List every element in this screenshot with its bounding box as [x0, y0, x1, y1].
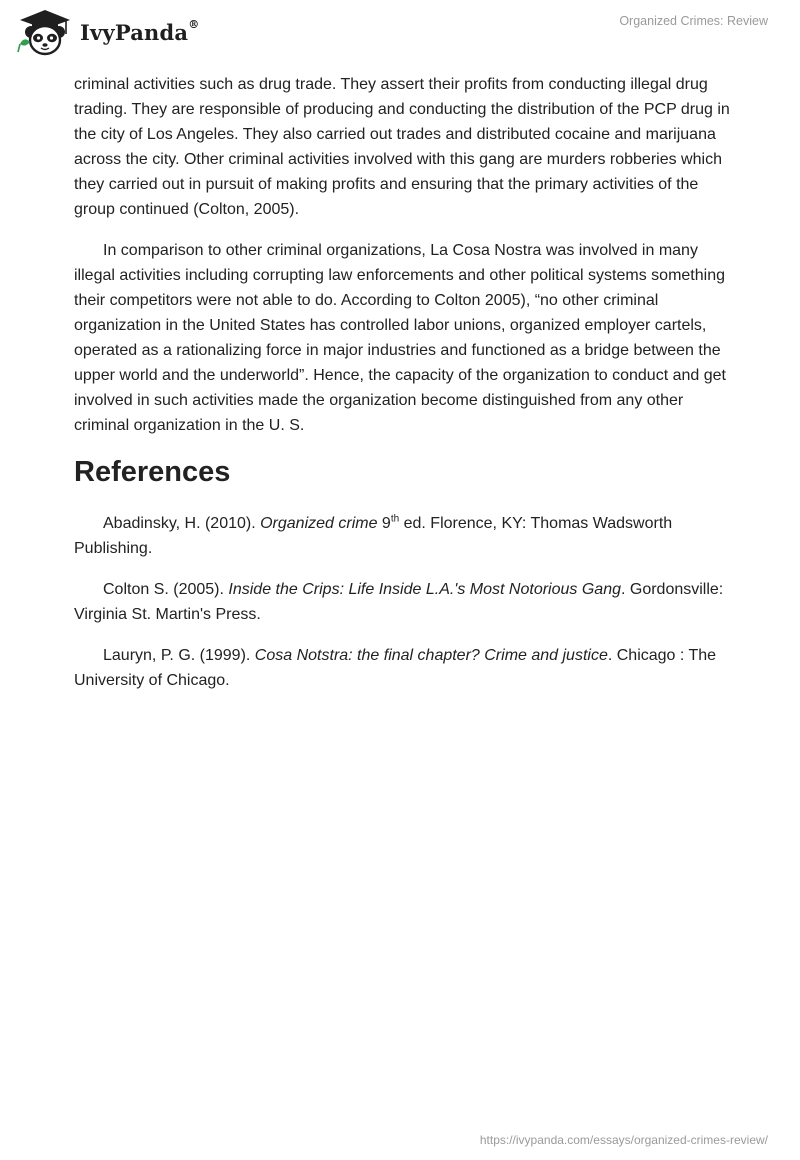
source-url[interactable]: https://ivypanda.com/essays/organized-crimes-review/ — [479, 1133, 768, 1147]
references-heading: References — [74, 456, 231, 488]
panda-graduate-icon — [16, 8, 74, 56]
reference-item: Colton S. (2005). Inside the Crips: Life Inside L.A.'s Most Notorious Gang. Gordonsville: Virginia St. Martin's Press. — [74, 581, 724, 623]
document-title: Organized Crimes: Review — [619, 14, 768, 28]
reference-item: Abadinsky, H. (2010). Organized crime 9th ed. Florence, KY: Thomas Wadsworth Publishing. — [74, 513, 673, 557]
brand-name: IvyPanda® — [80, 17, 200, 45]
body-paragraph: criminal activities such as drug trade. They assert their profits from conducting illegal drug trading. They are responsible of producing and conducting the distribution of the PCP drug in the city of Los Angeles. They also carried out trades and distributed cocaine and marijuana across the city. Other criminal activities involved with this gang are murders robberies which they carried out in pursuit of making profits and ensuring that the primary activities of the group continued (Colton, 2005). — [74, 76, 730, 218]
essay-content — [74, 72, 730, 709]
body-paragraph: In comparison to other criminal organizations, La Cosa Nostra was involved in many illegal activities including corrupting law enforcements and other political systems something their competitors were not able to do. According to Colton 2005), “no other criminal organization in the United States has controlled labor unions, organized employer cartels, operated as a rationalizing force in major industries and functioned as a bridge between the upper world and the underworld”. Hence, the capacity of the organization to conduct and get involved in such activities made the organization become distinguished from any other criminal organization in the U. S. — [74, 242, 726, 434]
ivypanda-logo[interactable] — [16, 8, 199, 56]
reference-item: Lauryn, P. G. (1999). Cosa Notstra: the final chapter? Crime and justice. Chicago : The University of Chicago. — [74, 647, 717, 689]
page-header — [0, 0, 800, 62]
